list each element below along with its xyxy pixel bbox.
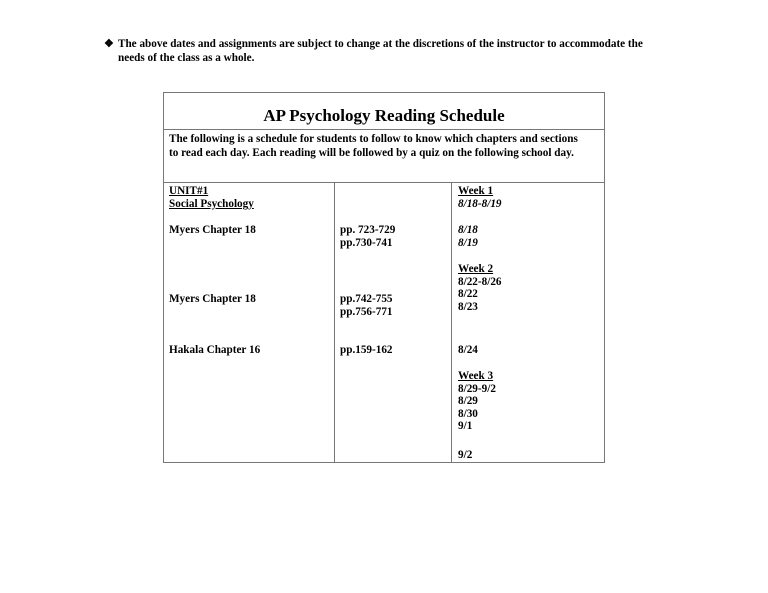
intro-line-2: to read each day. Each reading will be followed by a quiz on the following school day.	[169, 147, 574, 159]
week-1-label: Week 1	[458, 185, 494, 197]
row-1-chapter: Myers Chapter 18	[169, 224, 256, 236]
row-1-pages-a: pp. 723-729	[340, 224, 396, 236]
row-3-chapter: Hakala Chapter 16	[169, 344, 261, 356]
schedule-title: AP Psychology Reading Schedule	[263, 106, 505, 125]
schedule-intro	[169, 132, 599, 160]
row-2-date-a: 8/22	[458, 288, 478, 300]
diamond-bullet-icon: ❖	[104, 38, 114, 50]
week-3-date-b: 8/30	[458, 407, 478, 420]
row-2-chapter: Myers Chapter 18	[169, 293, 256, 305]
row-2-pages-a: pp.742-755	[340, 293, 393, 305]
reading-schedule-table	[163, 92, 605, 463]
row-1-date-a: 8/18	[458, 224, 478, 236]
week-1-range: 8/18-8/19	[458, 197, 502, 210]
week-2-label: Week 2	[458, 263, 494, 275]
row-1-pages-b: pp.730-741	[340, 236, 393, 249]
row-3-pages-a: pp.159-162	[340, 344, 393, 356]
intro-line-1: The following is a schedule for students to follow to know which chapters and sections	[169, 133, 578, 145]
week-2-range: 8/22-8/26	[458, 275, 502, 288]
unit-label: UNIT#1	[169, 185, 209, 197]
unit-name: Social Psychology	[169, 197, 254, 210]
column-divider-1	[334, 182, 335, 462]
column-divider-2	[451, 182, 452, 462]
disclaimer-line-2: needs of the class as a whole.	[118, 52, 255, 64]
row-2-pages-b: pp.756-771	[340, 305, 393, 318]
disclaimer-note	[104, 37, 704, 65]
intro-row	[164, 129, 604, 183]
final-date: 9/2	[458, 449, 473, 461]
disclaimer-line-1: The above dates and assignments are subject to change at the discretions of the instructor to accommodate the	[118, 38, 643, 50]
title-row	[164, 93, 604, 130]
week-3-date-c: 9/1	[458, 420, 473, 432]
week-3-date-a: 8/29	[458, 395, 478, 407]
week-3-range: 8/29-9/2	[458, 382, 496, 395]
row-2-date-b: 8/23	[458, 300, 478, 313]
week-3-label: Week 3	[458, 370, 494, 382]
row-1-date-b: 8/19	[458, 236, 478, 249]
row-3-date-a: 8/24	[458, 344, 478, 356]
